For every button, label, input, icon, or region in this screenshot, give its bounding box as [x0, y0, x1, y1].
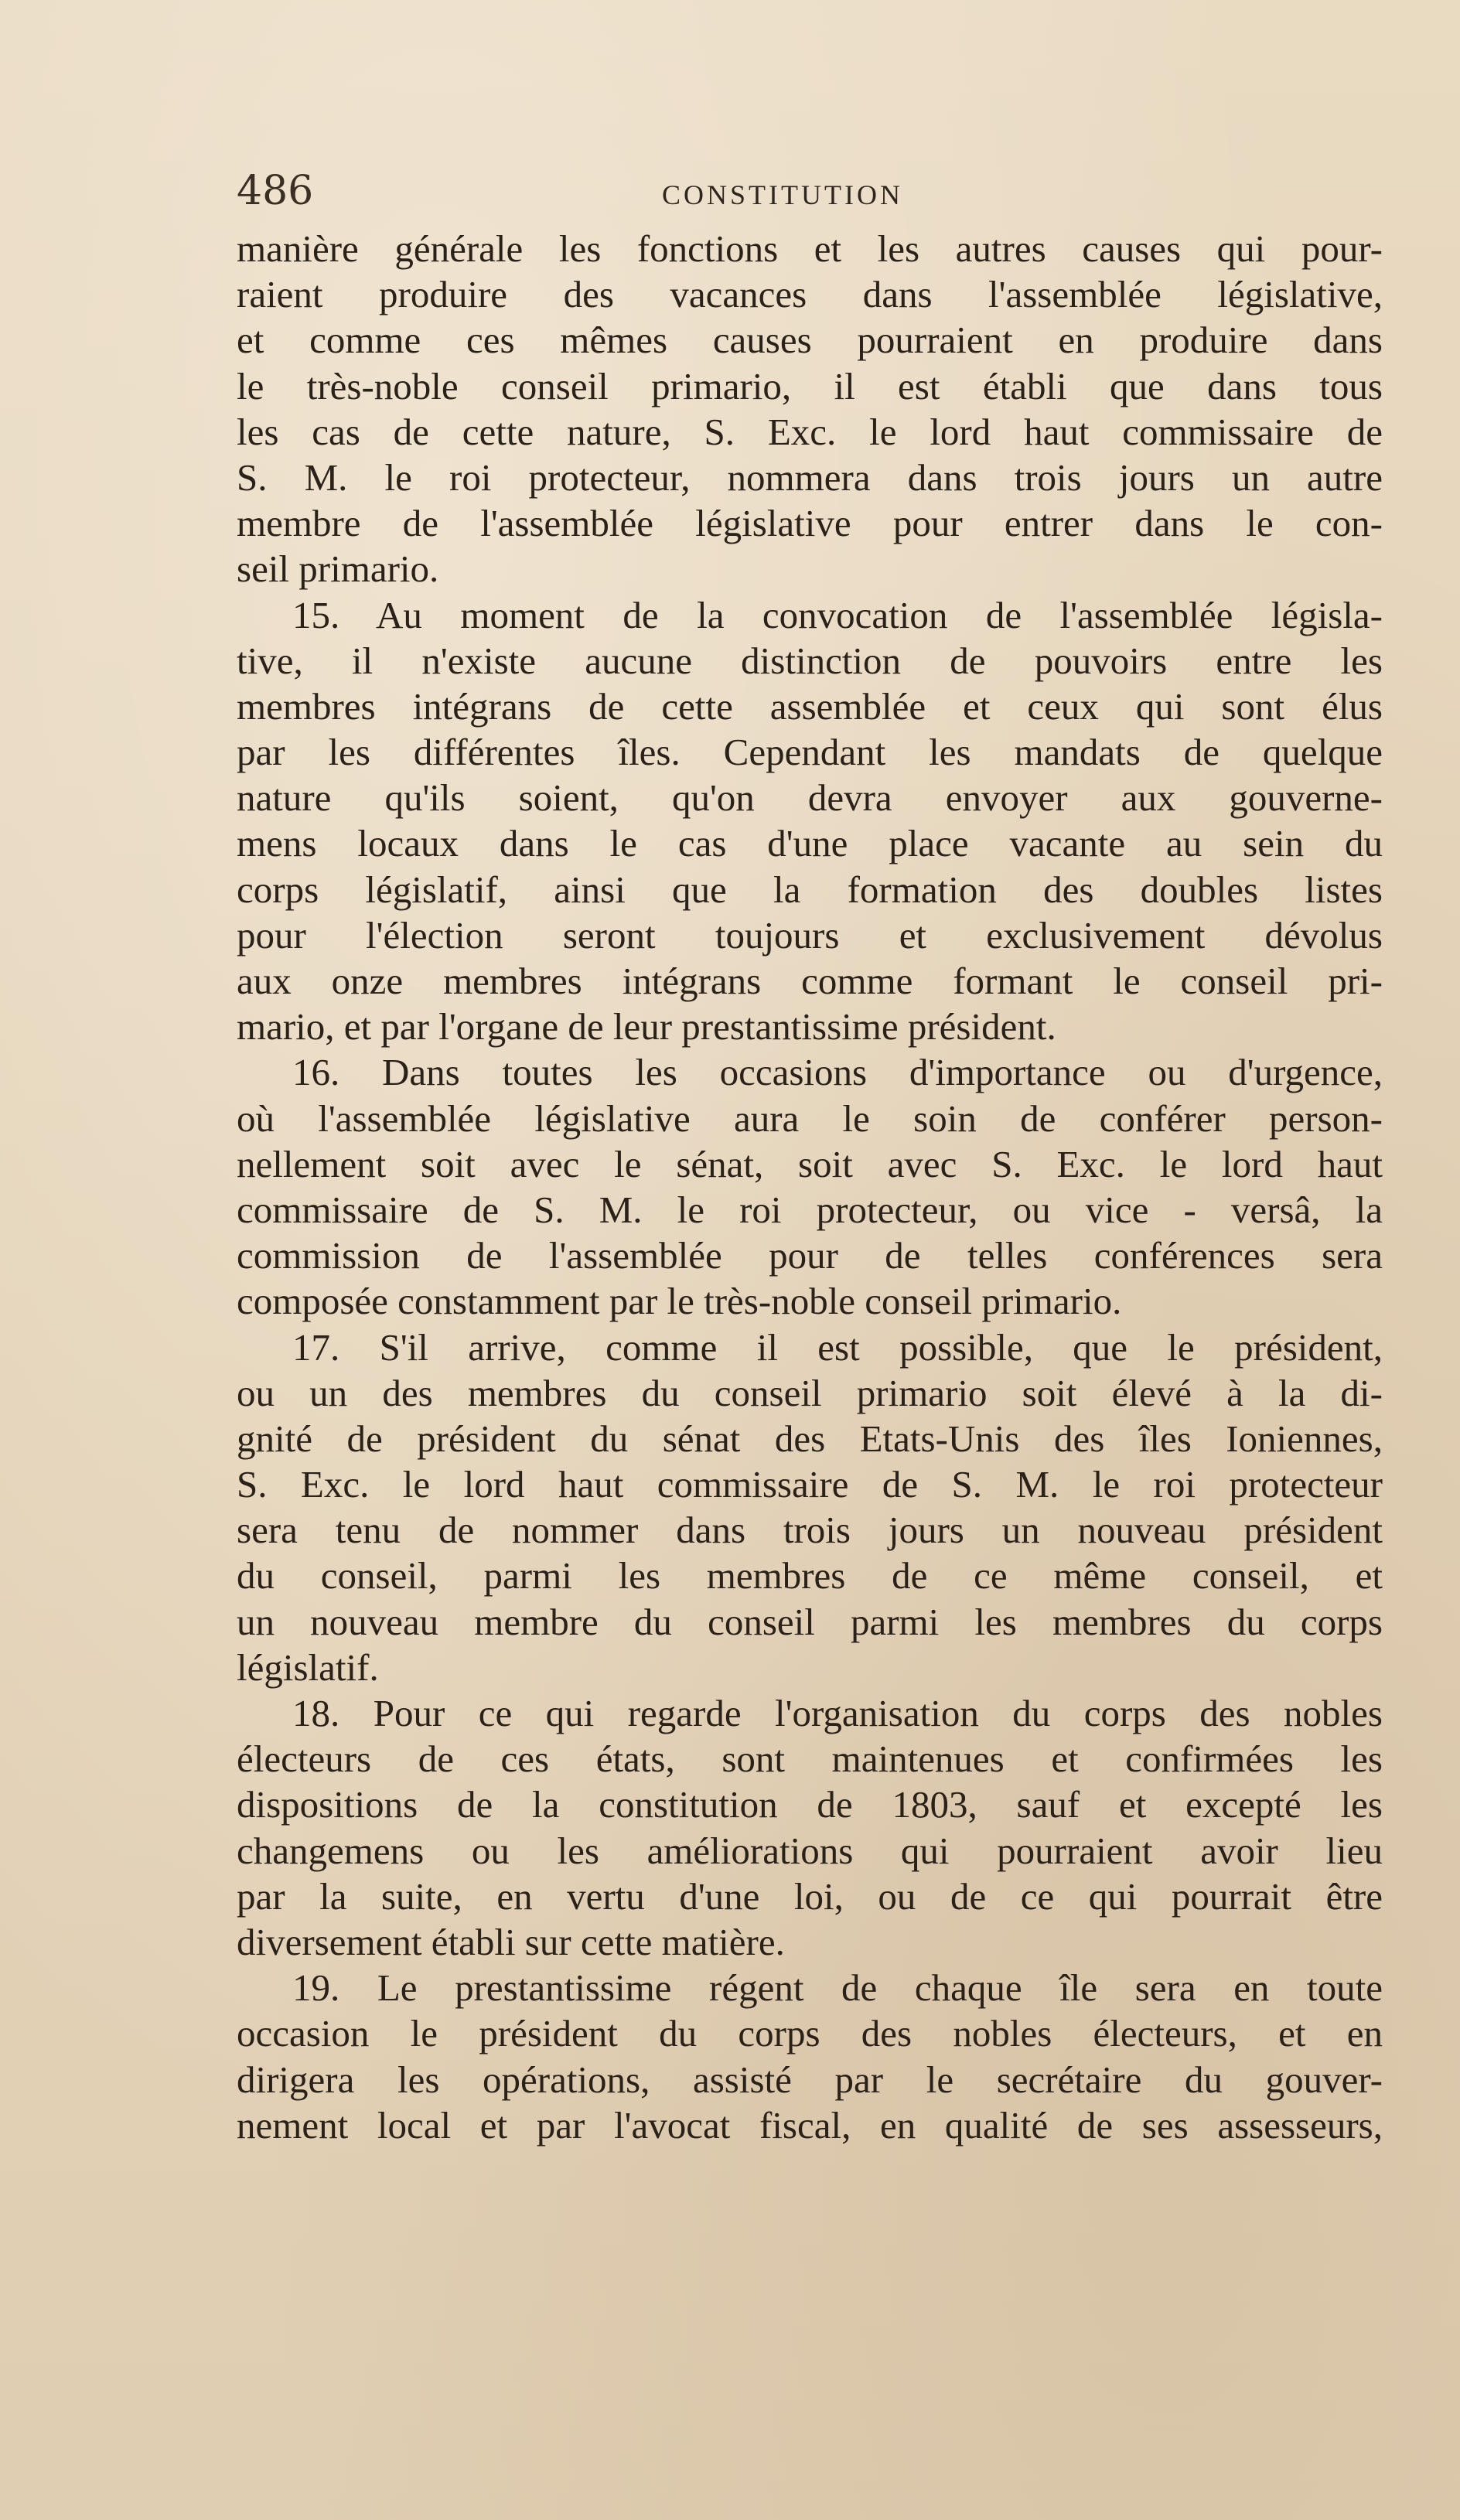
- text-line: tive, il n'existe aucune distinction de pouvoirs entre les: [237, 639, 1383, 682]
- text-line: occasion le président du corps des nobles électeurs, et en: [237, 2012, 1383, 2055]
- text-line: où l'assemblée législative aura le soin de conférer person-: [237, 1096, 1383, 1140]
- text-line: diversement établi sur cette matière.: [237, 1920, 785, 1963]
- body-text: [237, 226, 1383, 2148]
- text-line: aux onze membres intégrans comme formant le conseil pri-: [237, 960, 1383, 1002]
- text-line: manière générale les fonctions et les autres causes qui pour-: [237, 227, 1383, 270]
- text-line: nellement soit avec le sénat, soit avec S. Exc. le lord haut: [237, 1142, 1383, 1185]
- article-15-line: 15. Au moment de la convocation de l'assemblée législa-: [292, 593, 1383, 636]
- text-line: seil primario.: [237, 547, 439, 591]
- text-line: dirigera les opérations, assisté par le secrétaire du gouver-: [237, 2058, 1383, 2101]
- text-line: gnité de président du sénat des Etats-Unis des îles Ioniennes,: [237, 1417, 1383, 1460]
- text-line: composée constamment par le très-noble conseil primario.: [237, 1280, 1122, 1323]
- text-line: nement local et par l'avocat fiscal, en qualité de ses assesseurs,: [237, 2103, 1383, 2147]
- text-line: S. Exc. le lord haut commissaire de S. M. le roi protecteur: [237, 1463, 1383, 1506]
- text-line: par la suite, en vertu d'une loi, ou de ce qui pourrait être: [237, 1874, 1383, 1918]
- text-line: nature qu'ils soient, qu'on devra envoyer aux gouverne-: [237, 776, 1383, 820]
- text-line: commission de l'assemblée pour de telles conférences sera: [237, 1234, 1383, 1277]
- text-line: S. M. le roi protecteur, nommera dans trois jours un autre: [237, 455, 1383, 499]
- text-line: membre de l'assemblée législative pour entrer dans le con-: [237, 502, 1383, 545]
- text-line: et comme ces mêmes causes pourraient en produire dans: [237, 319, 1383, 362]
- text-line: dispositions de la constitution de 1803, sauf et excepté les: [237, 1783, 1383, 1826]
- article-18-line: 18. Pour ce qui regarde l'organisation du corps des nobles: [292, 1692, 1383, 1734]
- text-line: sera tenu de nommer dans trois jours un nouveau président: [237, 1509, 1383, 1552]
- text-line: pour l'élection seront toujours et exclusivement dévolus: [237, 913, 1383, 957]
- text-line: raient produire des vacances dans l'assemblée législative,: [237, 273, 1383, 316]
- running-title: CONSTITUTION: [662, 179, 903, 210]
- text-line: corps législatif, ainsi que la formation des doubles listes: [237, 868, 1383, 911]
- text-line: ou un des membres du conseil primario soit élevé à la di-: [237, 1371, 1383, 1414]
- text-line: mens locaux dans le cas d'une place vacante au sein du: [237, 822, 1383, 865]
- text-line: un nouveau membre du conseil parmi les membres du corps: [237, 1600, 1383, 1643]
- article-17-line: 17. S'il arrive, comme il est possible, que le président,: [292, 1325, 1383, 1369]
- text-line: les cas de cette nature, S. Exc. le lord haut commissaire de: [237, 410, 1383, 453]
- running-head: [237, 164, 1383, 226]
- article-16-line: 16. Dans toutes les occasions d'importance ou d'urgence,: [292, 1051, 1383, 1094]
- text-line: membres intégrans de cette assemblée et ceux qui sont élus: [237, 684, 1383, 728]
- text-line: changemens ou les améliorations qui pourraient avoir lieu: [237, 1829, 1383, 1872]
- text-line: par les différentes îles. Cependant les mandats de quelque: [237, 731, 1383, 774]
- text-line: législatif.: [237, 1645, 379, 1689]
- text-line: du conseil, parmi les membres de ce même conseil, et: [237, 1554, 1383, 1598]
- text-line: le très-noble conseil primario, il est établi que dans tous: [237, 364, 1383, 407]
- text-line: commissaire de S. M. le roi protecteur, ou vice - versâ, la: [237, 1188, 1383, 1231]
- text-line: électeurs de ces états, sont maintenues et confirmées les: [237, 1737, 1383, 1781]
- text-line: mario, et par l'organe de leur prestantissime président.: [237, 1005, 1056, 1049]
- page-number: 486: [237, 168, 314, 214]
- article-19-line: 19. Le prestantissime régent de chaque île sera en toute: [292, 1966, 1383, 2010]
